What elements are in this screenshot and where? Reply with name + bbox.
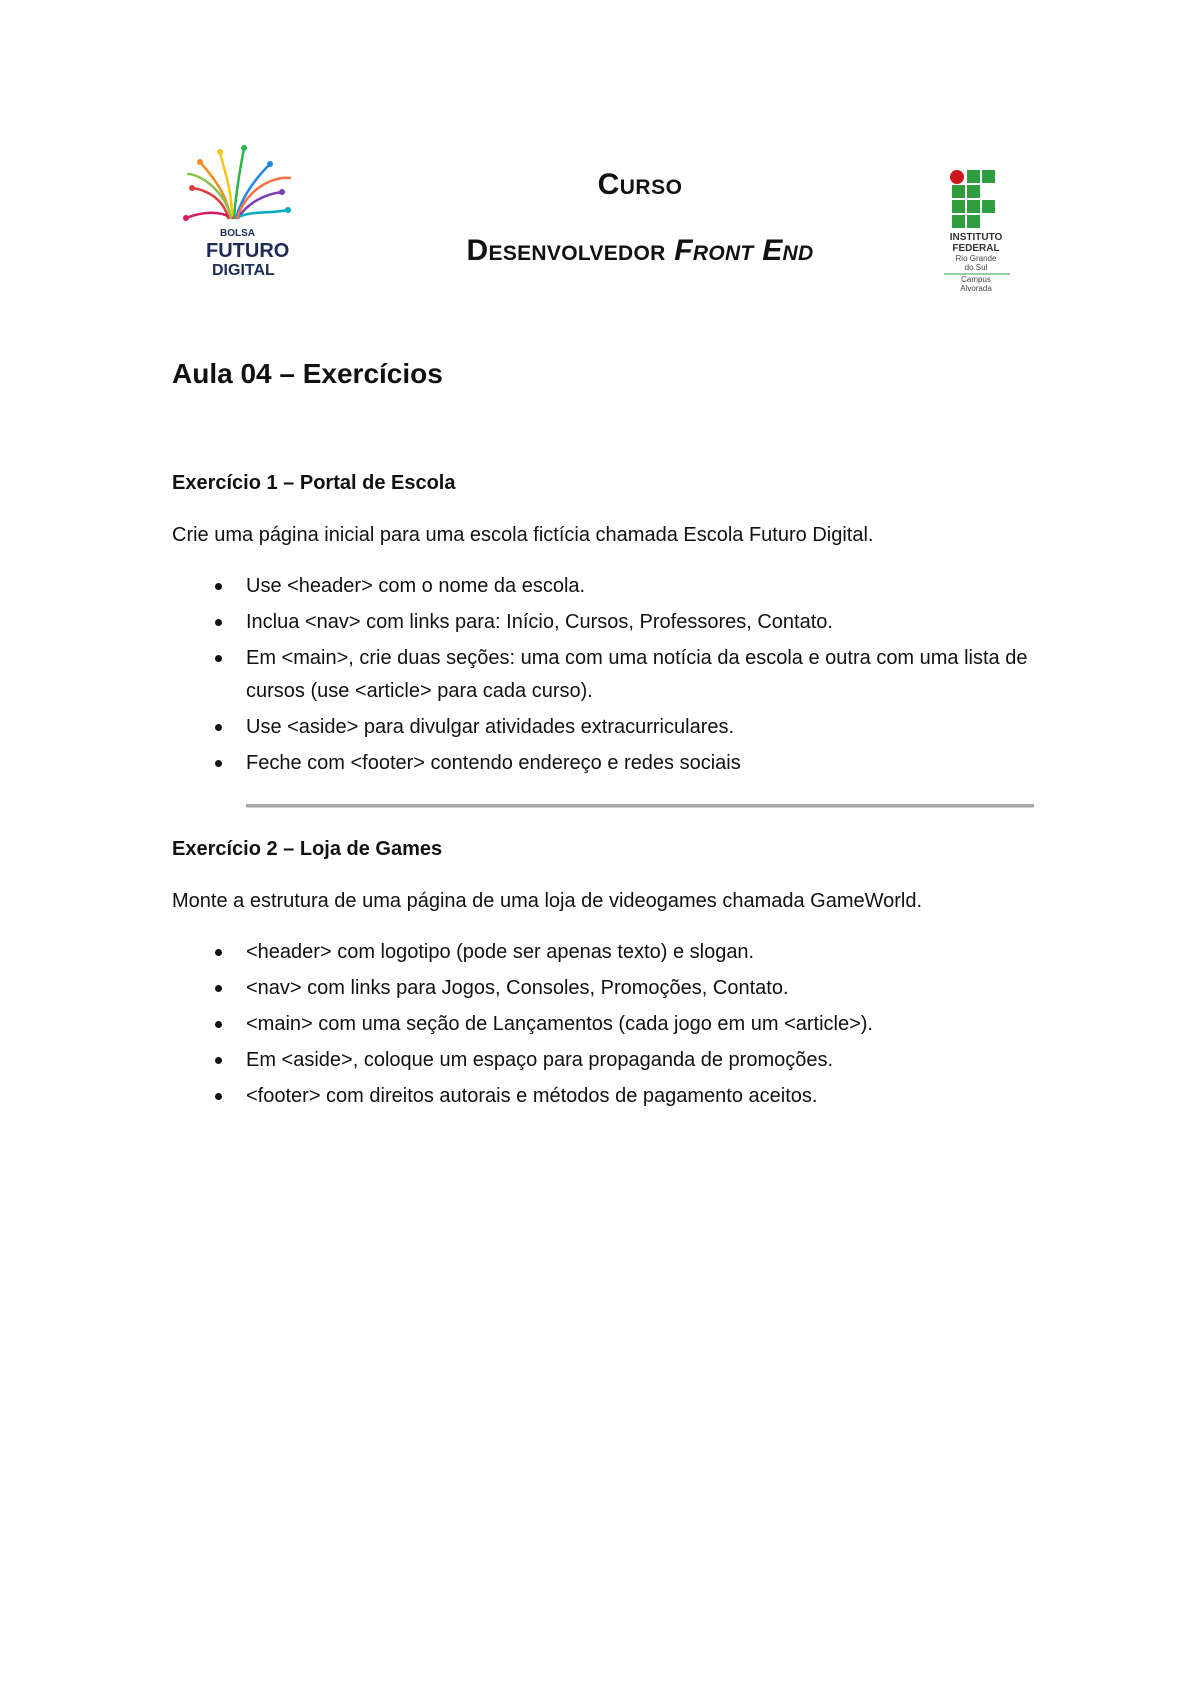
- list-item: Use <aside> para divulgar atividades extracurriculares.: [172, 711, 1052, 744]
- if-text-campus: Campus: [961, 275, 991, 284]
- exercise-2-title: Exercício 2 – Loja de Games: [172, 838, 443, 860]
- exercise-2-list: [172, 936, 1052, 1116]
- exercise-1-list: [172, 570, 1052, 783]
- list-item: Use <header> com o nome da escola.: [172, 570, 1052, 603]
- exercise-1-intro: Crie uma página inicial para uma escola fictícia chamada Escola Futuro Digital.: [172, 524, 874, 546]
- if-text-instituto: INSTITUTO: [949, 232, 1003, 243]
- course-title-desenvolvedor: Desenvolvedor: [466, 234, 675, 267]
- list-item: <header> com logotipo (pode ser apenas texto) e slogan.: [172, 936, 1052, 969]
- if-grid-icon: [940, 168, 1020, 294]
- list-item: Em <main>, crie duas seções: uma com uma notícia da escola e outra com uma lista de cursos (use <article> para cada curso).: [172, 642, 1052, 708]
- list-item: Feche com <footer> contendo endereço e redes sociais: [172, 747, 1052, 780]
- list-item: <main> com uma seção de Lançamentos (cada jogo em um <article>).: [172, 1008, 1052, 1041]
- exercise-1-title: Exercício 1 – Portal de Escola: [172, 472, 456, 494]
- logo-digital-text: DIGITAL: [212, 262, 275, 279]
- if-text-do-sul: do Sul: [964, 263, 988, 272]
- list-item: <nav> com links para Jogos, Consoles, Promoções, Contato.: [172, 972, 1052, 1005]
- instituto-federal-logo: [940, 168, 1020, 294]
- bolsa-futuro-digital-logo: [178, 140, 300, 280]
- logo-futuro-text: FUTURO: [206, 240, 290, 262]
- course-title-block: [340, 165, 940, 271]
- exercise-2-intro: Monte a estrutura de uma página de uma loja de videogames chamada GameWorld.: [172, 890, 923, 912]
- if-text-federal: FEDERAL: [952, 243, 1000, 254]
- list-item: Em <aside>, coloque um espaço para propaganda de promoções.: [172, 1044, 1052, 1077]
- course-title-line1: Curso: [597, 168, 683, 201]
- list-item: Inclua <nav> com links para: Início, Cursos, Professores, Contato.: [172, 606, 1052, 639]
- if-text-alvorada: Alvorada: [960, 284, 992, 293]
- course-title-front-end: Front End: [674, 234, 814, 267]
- lesson-title: Aula 04 – Exercícios: [172, 358, 443, 389]
- tree-icon: [178, 140, 300, 280]
- section-divider: [246, 804, 1034, 808]
- course-title-line2: [340, 231, 940, 271]
- if-text-rio-grande: Rio Grande: [955, 254, 997, 263]
- list-item: <footer> com direitos autorais e métodos de pagamento aceitos.: [172, 1080, 1052, 1113]
- logo-bolsa-text: BOLSA: [220, 228, 255, 239]
